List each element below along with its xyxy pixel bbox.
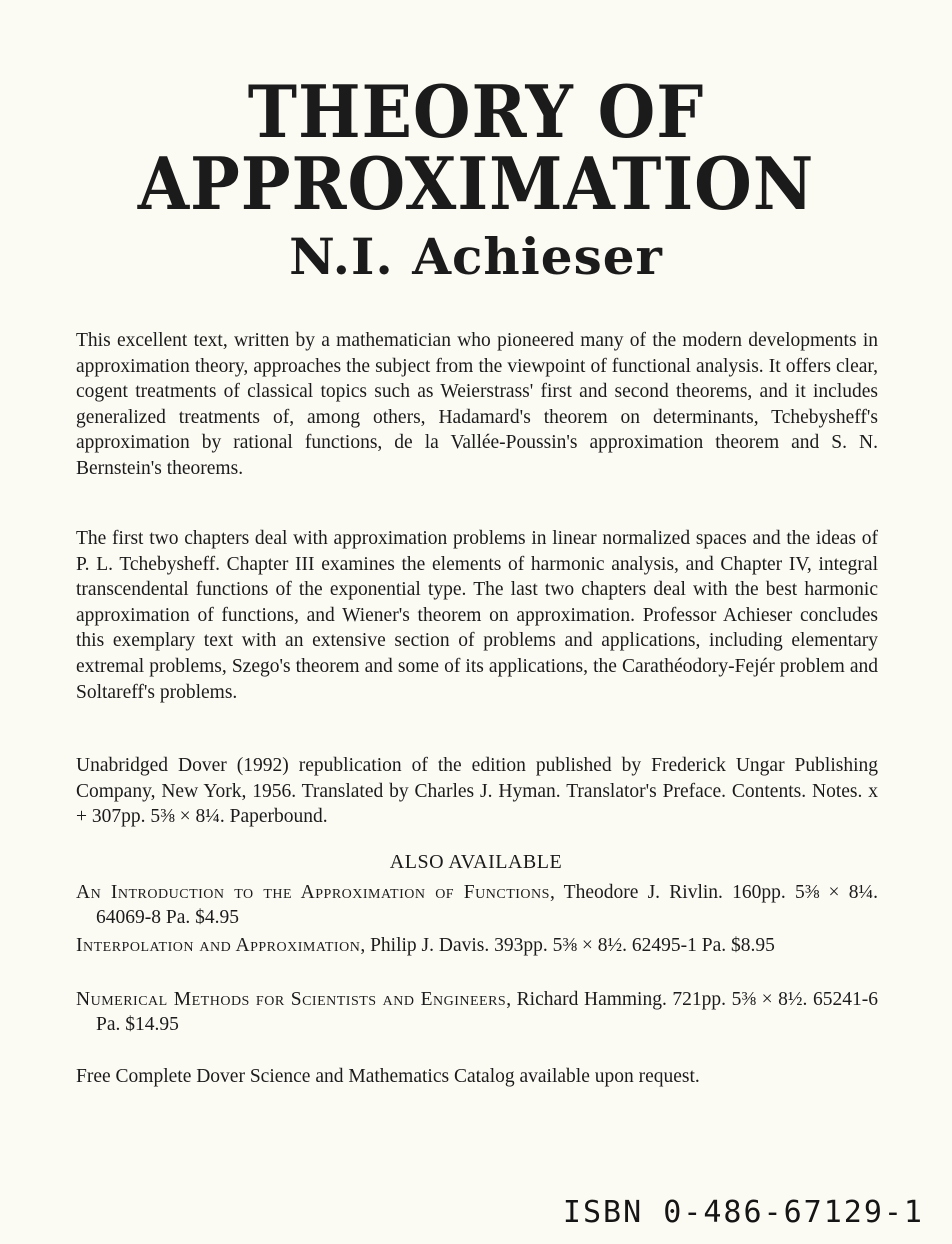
related-book-3-details: , Richard Hamming. 721pp. 5⅜ × 8½. 65241-6 Pa. $14.95 bbox=[96, 989, 879, 1035]
related-book-3-title: Numerical Methods for Scientists and Engineers bbox=[76, 989, 507, 1010]
related-book-2-title: Interpolation and Approximation bbox=[76, 935, 361, 956]
publication-details: Unabridged Dover (1992) republication of the edition published by Frederick Ungar Publishing Company, New York, 1956. Translated by Charles J. Hyman. Translator's Preface. Contents. Notes. x + 307pp. 5⅜ × 8¼. Paperbound. bbox=[76, 755, 878, 828]
title-line-2: APPROXIMATION bbox=[137, 141, 815, 226]
author-name: N.I. Achieser bbox=[289, 227, 663, 286]
related-book-3 bbox=[76, 987, 878, 1037]
catalog-note: Free Complete Dover Science and Mathematics Catalog available upon request. bbox=[76, 1066, 700, 1087]
related-book-2 bbox=[76, 933, 878, 958]
related-book-2-details: , Philip J. Davis. 393pp. 5⅜ × 8½. 62495-1 Pa. $8.95 bbox=[360, 935, 775, 956]
also-available-heading: ALSO AVAILABLE bbox=[389, 851, 563, 873]
related-book-1-title: An Introduction to the Approximation of Functions bbox=[76, 882, 550, 903]
isbn-number: ISBN 0-486-67129-1 bbox=[562, 1195, 924, 1230]
description-paragraph-1: This excellent text, written by a mathematician who pioneered many of the modern developments in approximation theory, approaches the subject from the viewpoint of functional analysis. It offers clear, cogent treatments of classical topics such as Weierstrass' first and second theorems, and it includes generalized treatments of, among others, Hadamard's theorem on determinants, Tchebysheff's approximation by rational functions, de la Vallée-Poussin's approximation theorem and S. N. Bernstein's theorems. bbox=[76, 330, 878, 479]
related-book-1-details: , Theodore J. Rivlin. 160pp. 5⅜ × 8¼. 64069-8 Pa. $4.95 bbox=[96, 882, 878, 928]
title-line-1: THEORY OF bbox=[247, 69, 705, 154]
description-paragraph-2: The first two chapters deal with approximation problems in linear normalized spaces and the ideas of P. L. Tchebysheff. Chapter III examines the elements of harmonic analysis, and Chapter IV, integral transcendental functions of the exponential type. The last two chapters deal with the best harmonic approximation of functions, and Wiener's theorem on approximation. Professor Achieser concludes this exemplary text with an extensive section of problems and applications, including elementary extremal problems, Szego's theorem and some of its applications, the Carathéodory-Fejér problem and Soltareff's problems. bbox=[76, 528, 878, 703]
related-book-1 bbox=[76, 880, 878, 930]
